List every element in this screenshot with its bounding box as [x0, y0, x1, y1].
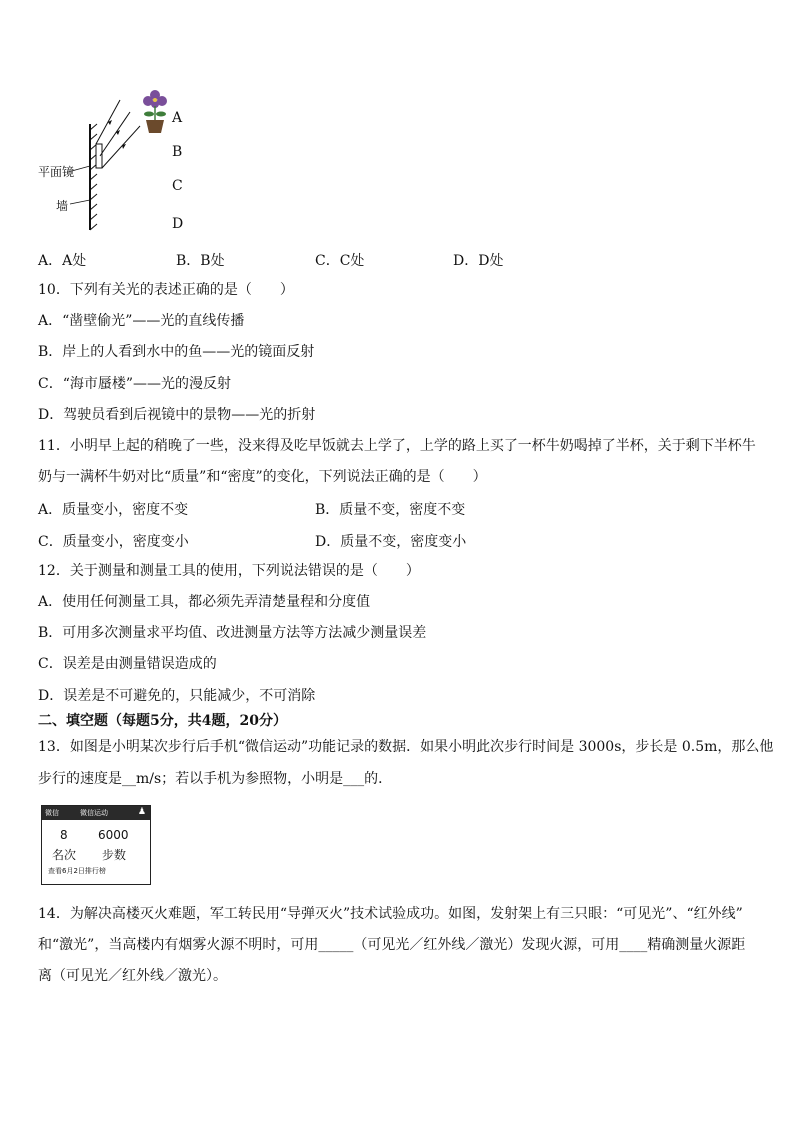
q14-line2: 和“激光”，当高楼内有烟雾火源不明时，可用_____（可见光／红外线／激光）发现火源，可用____精确测量火源距 — [38, 937, 746, 953]
app-title: 微信运动 — [80, 809, 108, 817]
q11-option-b[interactable]: B．质量不变，密度不变 — [315, 502, 466, 518]
app-back-link[interactable]: 微信 — [45, 809, 59, 817]
q9-option-c[interactable]: C．C处 — [315, 253, 365, 269]
q9-option-b[interactable]: B．B处 — [176, 253, 225, 269]
app-header — [42, 806, 150, 820]
wall-label: 墙 — [56, 199, 69, 213]
q11-option-d[interactable]: D．质量不变，密度变小 — [315, 534, 467, 550]
q9-option-d[interactable]: D．D处 — [453, 253, 504, 269]
steps-label: 步数 — [102, 848, 127, 862]
user-icon[interactable]: ♟ — [137, 807, 146, 817]
q11-stem-line1: 11．小明早上起的稍晚了一些，没来得及吃早饭就去上学了，上学的路上买了一杯牛奶喝掉了半杯，关于剩下半杯牛 — [38, 438, 756, 454]
q13-line1: 13．如图是小明某次步行后手机“微信运动”功能记录的数据．如果小明此次步行时间是 3000s，步长是 0.5m，那么他 — [38, 739, 774, 755]
q12-option-a[interactable]: A．使用任何测量工具，都必须先弄清楚量程和分度值 — [38, 594, 371, 610]
q13-line2: 步行的速度是__m/s；若以手机为参照物，小明是___的． — [38, 771, 393, 787]
q10-option-d[interactable]: D．驾驶员看到后视镜中的景物——光的折射 — [38, 407, 316, 423]
rank-value: 8 — [60, 828, 68, 842]
q11-stem-line2: 奶与一满杯牛奶对比“质量”和“密度”的变化，下列说法正确的是（ ） — [38, 469, 487, 485]
wechat-sport-screenshot — [41, 805, 151, 885]
point-label-a: A — [172, 110, 183, 126]
q10-option-b[interactable]: B．岸上的人看到水中的鱼——光的镜面反射 — [38, 344, 315, 360]
q10-option-c[interactable]: C．“海市蜃楼”——光的漫反射 — [38, 376, 232, 392]
q12-option-b[interactable]: B．可用多次测量求平均值、改进测量方法等方法减少测量误差 — [38, 625, 427, 641]
section-title: 二、填空题（每题5分，共4题，20分） — [38, 713, 287, 729]
q10-option-a[interactable]: A．“凿壁偷光”——光的直线传播 — [38, 313, 245, 329]
q12-stem: 12．关于测量和测量工具的使用，下列说法错误的是（ ） — [38, 563, 420, 579]
point-label-b: B — [172, 144, 183, 160]
q9-option-a[interactable]: A．A处 — [38, 253, 87, 269]
q14-line1: 14．为解决高楼灭火难题，军工转民用“导弹灭火”技术试验成功。如图，发射架上有三只眼：“可见光”、“红外线” — [38, 906, 743, 922]
flower-pot-icon — [143, 90, 167, 133]
mirror-label: 平面镜 — [38, 165, 75, 179]
q14-line3: 离（可见光／红外线／激光）。 — [38, 968, 227, 984]
leaderboard-link[interactable]: 查看6月2日排行榜 — [48, 867, 106, 875]
q11-option-a[interactable]: A．质量变小，密度不变 — [38, 502, 189, 518]
rank-label: 名次 — [52, 848, 77, 862]
q10-stem: 10．下列有关光的表述正确的是（ ） — [38, 282, 294, 298]
steps-value: 6000 — [98, 828, 129, 842]
q11-option-c[interactable]: C．质量变小，密度变小 — [38, 534, 189, 550]
q12-option-c[interactable]: C．误差是由测量错误造成的 — [38, 656, 217, 672]
q12-option-d[interactable]: D．误差是不可避免的，只能减少，不可消除 — [38, 688, 316, 704]
point-label-c: C — [172, 178, 183, 194]
point-label-d: D — [172, 216, 184, 232]
